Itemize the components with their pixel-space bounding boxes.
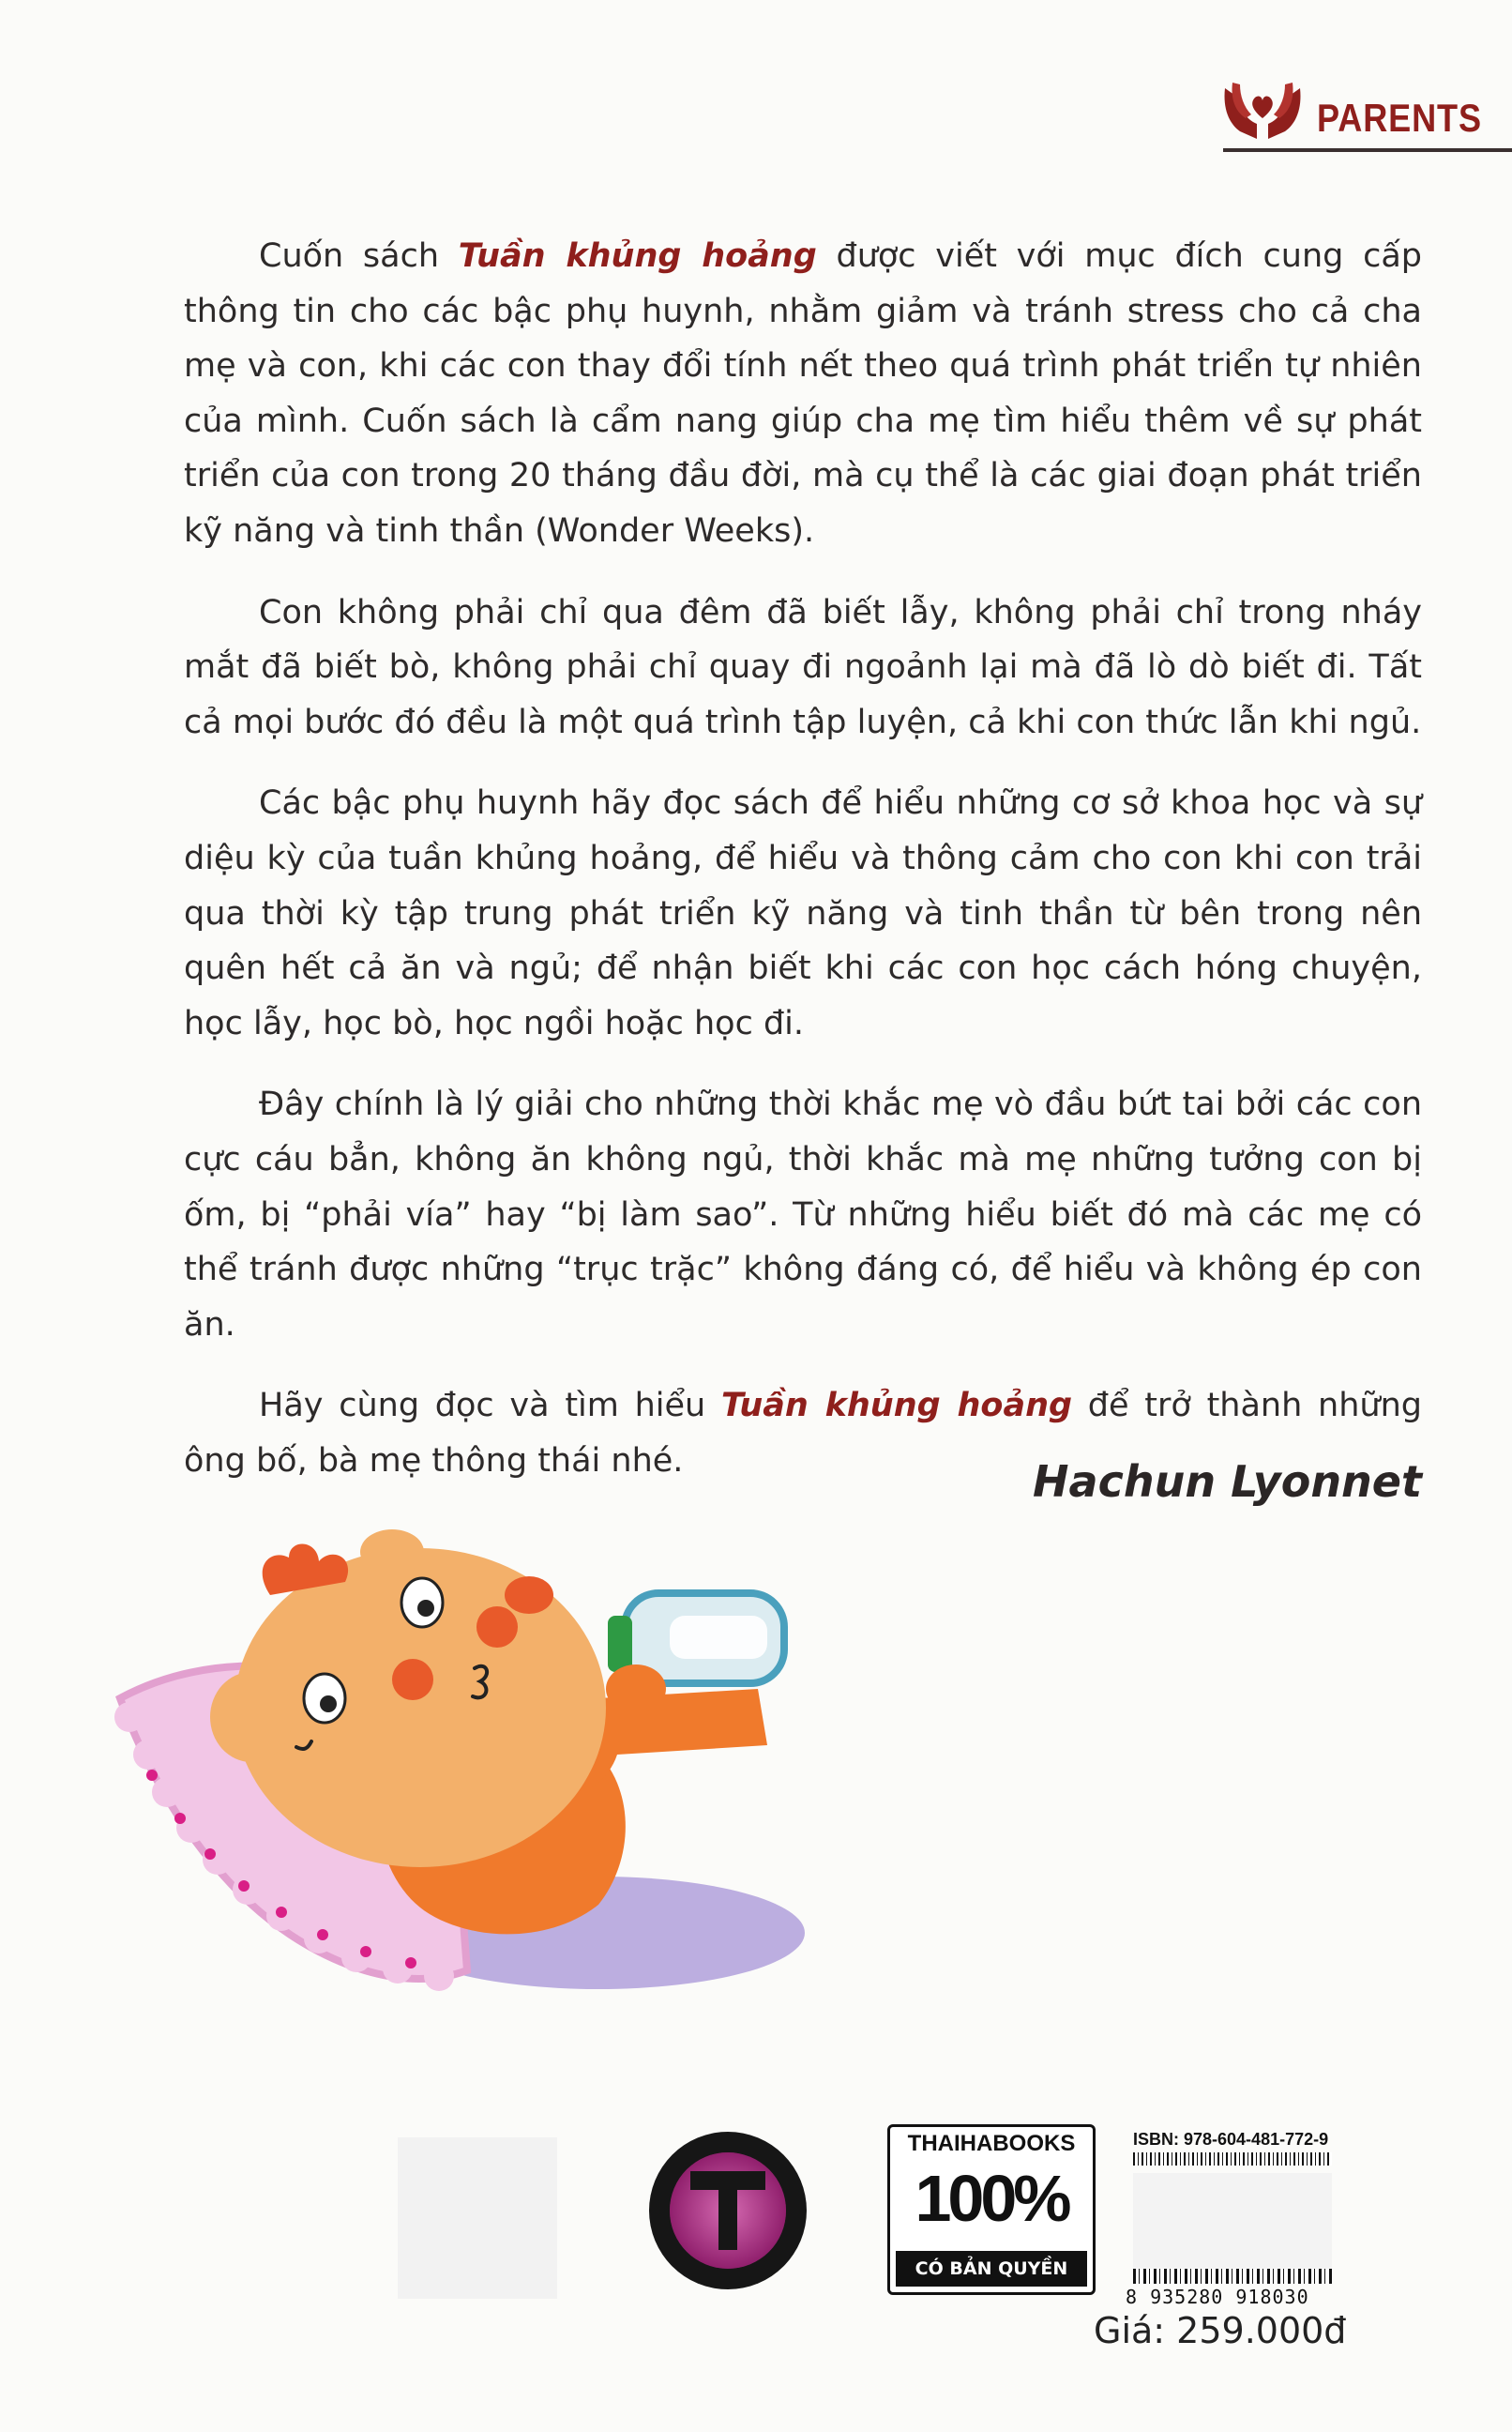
publisher-name: THAIHABOOKS [907, 2131, 1076, 2156]
sticker-placeholder [398, 2137, 557, 2299]
isbn-text: ISBN: 978-604-481-772-9 [1133, 2130, 1329, 2149]
baby-drinking-bottle-illustration [111, 1529, 917, 2017]
book-title-emphasis: Tuần khủng hoảng [720, 1387, 1073, 1425]
barcode-number: 8 935280 918030 [1126, 2286, 1309, 2308]
paragraph-5-lead: Hãy cùng đọc và tìm hiểu [259, 1387, 721, 1425]
paragraph-2: Con không phải chỉ qua đêm đã biết lẫy, không phải chỉ trong nháy mắt đã biết bò, không phải chỉ quay đi ngoảnh lại mà đã lò dò biết đi. Tất cả mọi bước đó đều là một quá trình tập luyện, cả khi con thức lẫn khi ngủ. [184, 593, 1422, 741]
price-label: Giá: 259.000đ [1094, 2310, 1347, 2351]
paragraph-1-rest: được viết với mục đích cung cấp thông tin cho các bậc phụ huynh, nhằm giảm và tránh stress cho cả cha mẹ và con, khi các con thay đổi tính nết theo quá trình phát triển tự nhiên của mình. Cuốn sách là cẩm nang giúp cha mẹ tìm hiểu thêm về sự phát triển của con trong 20 tháng đầu đời, mà cụ thể là các giai đoạn phát triển kỹ năng và tinh thần (Wonder Weeks). [184, 237, 1422, 550]
publisher-brand [1219, 73, 1512, 158]
brand-name: PARENTS [1317, 96, 1482, 140]
paragraph-1 [184, 229, 1422, 559]
badge-label: CÓ BẢN QUYỀN [896, 2251, 1087, 2287]
publisher-seal-logo [647, 2130, 809, 2291]
hands-heart-icon [1219, 77, 1306, 143]
brand-underline [1223, 148, 1512, 152]
paragraph-1-lead: Cuốn sách [259, 237, 459, 275]
author-signature: Hachun Lyonnet [1033, 1456, 1422, 1507]
ean-barcode [1133, 2269, 1332, 2284]
badge-percent: 100% [915, 2162, 1068, 2235]
paragraph-4: Đây chính là lý giải cho những thời khắc mẹ vò đầu bứt tai bởi các con cực cáu bẳn, không ăn không ngủ, thời khắc mà mẹ những tưởng con bị ốm, bị “phải vía” hay “bị làm sao”. Từ những hiểu biết đó mà các mẹ có thể tránh được những “trục trặc” không đáng có, để hiểu và không ép con ăn. [184, 1086, 1422, 1344]
paragraph-3: Các bậc phụ huynh hãy đọc sách để hiểu những cơ sở khoa học và sự diệu kỳ của tuần khủng hoảng, để hiểu và thông cảm cho con khi con trải qua thời kỳ tập trung phát triển kỹ năng và tinh thần từ bên trong nên quên hết cả ăn và ngủ; để nhận biết khi các con học cách hóng chuyện, học lẫy, học bò, học ngồi hoặc học đi. [184, 784, 1422, 1042]
barcode-area [1133, 2173, 1332, 2284]
barcode-block [1116, 2124, 1332, 2312]
isbn-barcode [1133, 2152, 1332, 2166]
paragraph-5-rest: để trở thành những ông bố, bà mẹ thông thái nhé. [184, 1387, 1422, 1480]
copyright-badge [887, 2124, 1096, 2295]
book-title-emphasis: Tuần khủng hoảng [458, 237, 817, 275]
blurb-text [184, 229, 1422, 1514]
